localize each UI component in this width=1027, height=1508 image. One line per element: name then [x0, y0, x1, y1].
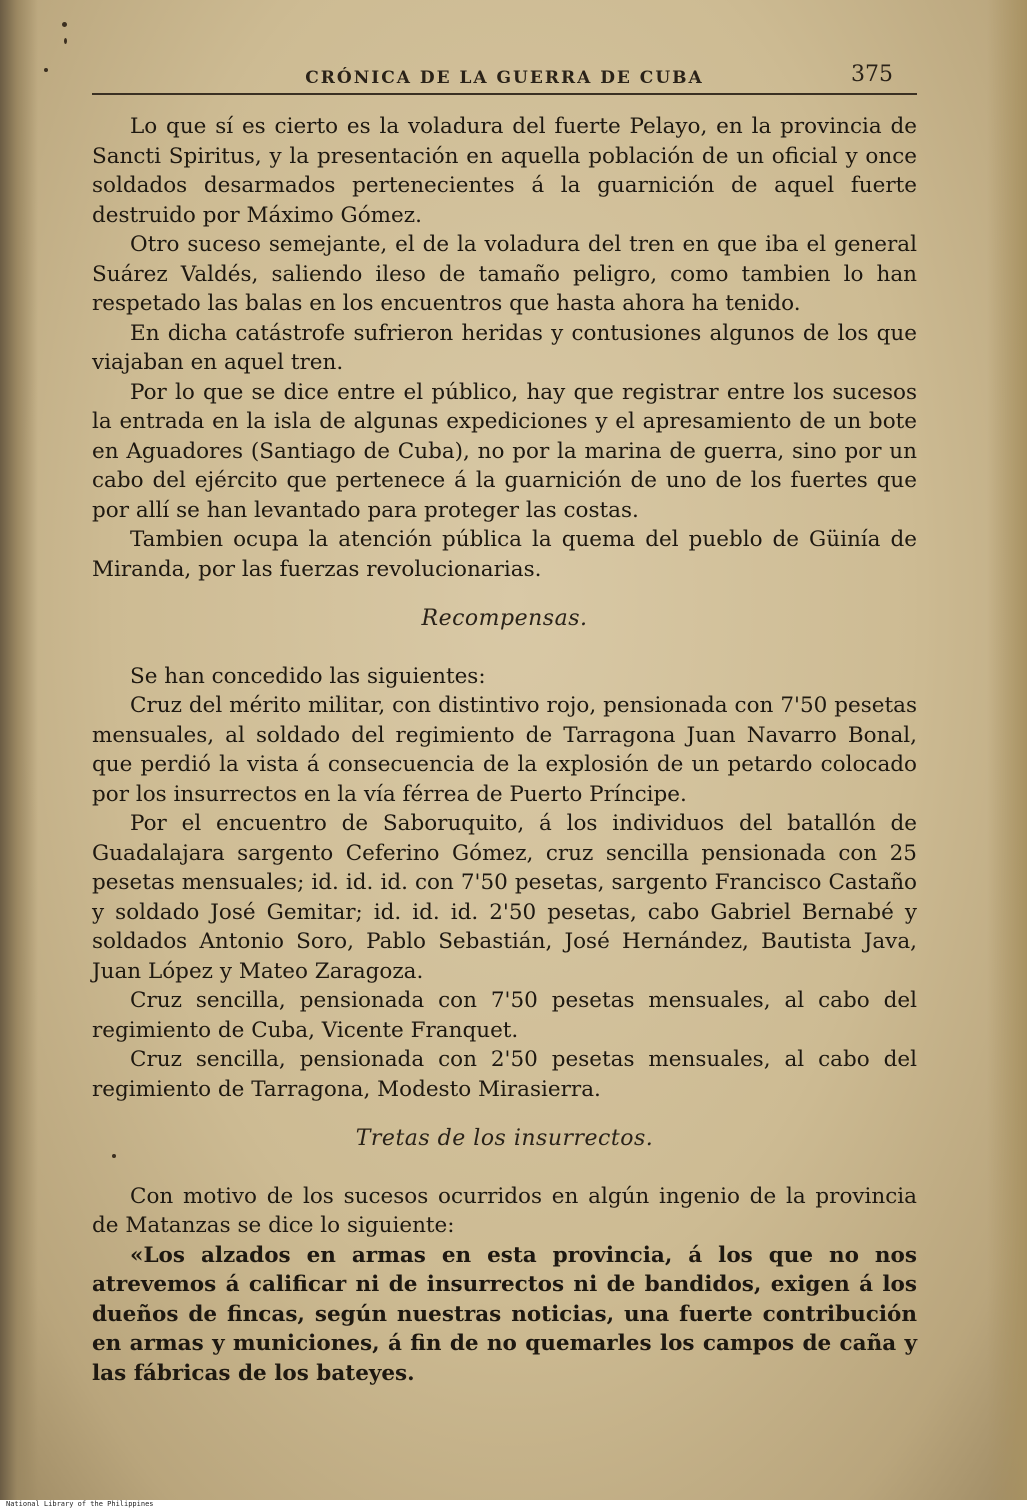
- footer-credit: National Library of the Philippines: [4, 1500, 1027, 1508]
- page-number: 375: [851, 62, 893, 87]
- ink-speck: [64, 38, 67, 44]
- page-header: [92, 62, 917, 96]
- paragraph: Por el encuentro de Saboruquito, á los individuos del batallón de Guadalajara sargento Ceferino Gómez, cruz sencilla pensionada con 25 pesetas mensuales; id. id. id. con 7'50 pesetas, sargento Francisco Castaño y soldado José Gemitar; id. id. id. 2'50 pesetas, cabo Gabriel Bernabé y soldados Antonio Soro, Pablo Sebastián, José Hernández, Bautista Java, Juan López y Mateo Zaragoza.: [92, 811, 917, 984]
- section-heading-tretas: Tretas de los insurrectos.: [355, 1126, 654, 1151]
- ink-speck: [44, 68, 48, 72]
- ink-speck: [62, 22, 67, 27]
- paragraph: Se han concedido las siguientes:: [130, 663, 486, 689]
- paragraph: Otro suceso semejante, el de la voladura del tren en que iba el general Suárez Valdés, saliendo ileso de tamaño peligro, como tambien lo han respetado las balas en los encuentros que hasta ahora ha tenido.: [92, 232, 917, 316]
- paragraph: Cruz sencilla, pensionada con 2'50 pesetas mensuales, al cabo del regimiento de Tarragona, Modesto Mirasierra.: [92, 1047, 917, 1102]
- section-heading-recompensas: Recompensas.: [421, 606, 588, 631]
- paragraph: Cruz sencilla, pensionada con 7'50 pesetas mensuales, al cabo del regimiento de Cuba, Vicente Franquet.: [92, 988, 917, 1043]
- page-right-edge-shadow: [987, 0, 1027, 1500]
- paragraph: En dicha catástrofe sufrieron heridas y contusiones algunos de los que viajaban en aquel tren.: [92, 320, 917, 375]
- running-title: CRÓNICA DE LA GUERRA DE CUBA: [305, 68, 704, 88]
- header-rule: [92, 93, 917, 95]
- paragraph: Lo que sí es cierto es la voladura del fuerte Pelayo, en la provincia de Sancti Spiritus, y la presentación en aquella población de un oficial y once soldados desarmados pertenecientes á la guarnición de aquel fuerte destruido por Máximo Gómez.: [92, 114, 917, 228]
- page-left-edge-shadow: [0, 0, 38, 1500]
- paragraph: Cruz del mérito militar, con distintivo rojo, pensionada con 7'50 pesetas mensuales, al soldado del regimiento de Tarragona Juan Navarro Bonal, que perdió la vista á consecuencia de la explosión de un petardo colocado por los insurrectos en la vía férrea de Puerto Príncipe.: [92, 693, 917, 807]
- paragraph: Tambien ocupa la atención pública la quema del pueblo de Güinía de Miranda, por las fuerzas revolucionarias.: [92, 527, 917, 582]
- paragraph: Por lo que se dice entre el público, hay que registrar entre los sucesos la entrada en la isla de algunas expediciones y el apresamiento de un bote en Aguadores (Santiago de Cuba), no por la marina de guerra, sino por un cabo del ejército que pertenece á la guarnición de uno de los fuertes que por allí se han levantado para proteger las costas.: [92, 379, 917, 523]
- paragraph-quotation: «Los alzados en armas en esta provincia, á los que no nos atrevemos á calificar ni de insurrectos ni de bandidos, exigen á los dueños de fincas, según nuestras noticias, una fuerte contribución en armas y municiones, á fin de no quemarles los campos de caña y las fábricas de los bateyes.: [92, 1242, 917, 1386]
- paragraph: Con motivo de los sucesos ocurridos en algún ingenio de la provincia de Matanzas se dice lo siguiente:: [92, 1183, 917, 1238]
- article-body: [92, 112, 917, 1388]
